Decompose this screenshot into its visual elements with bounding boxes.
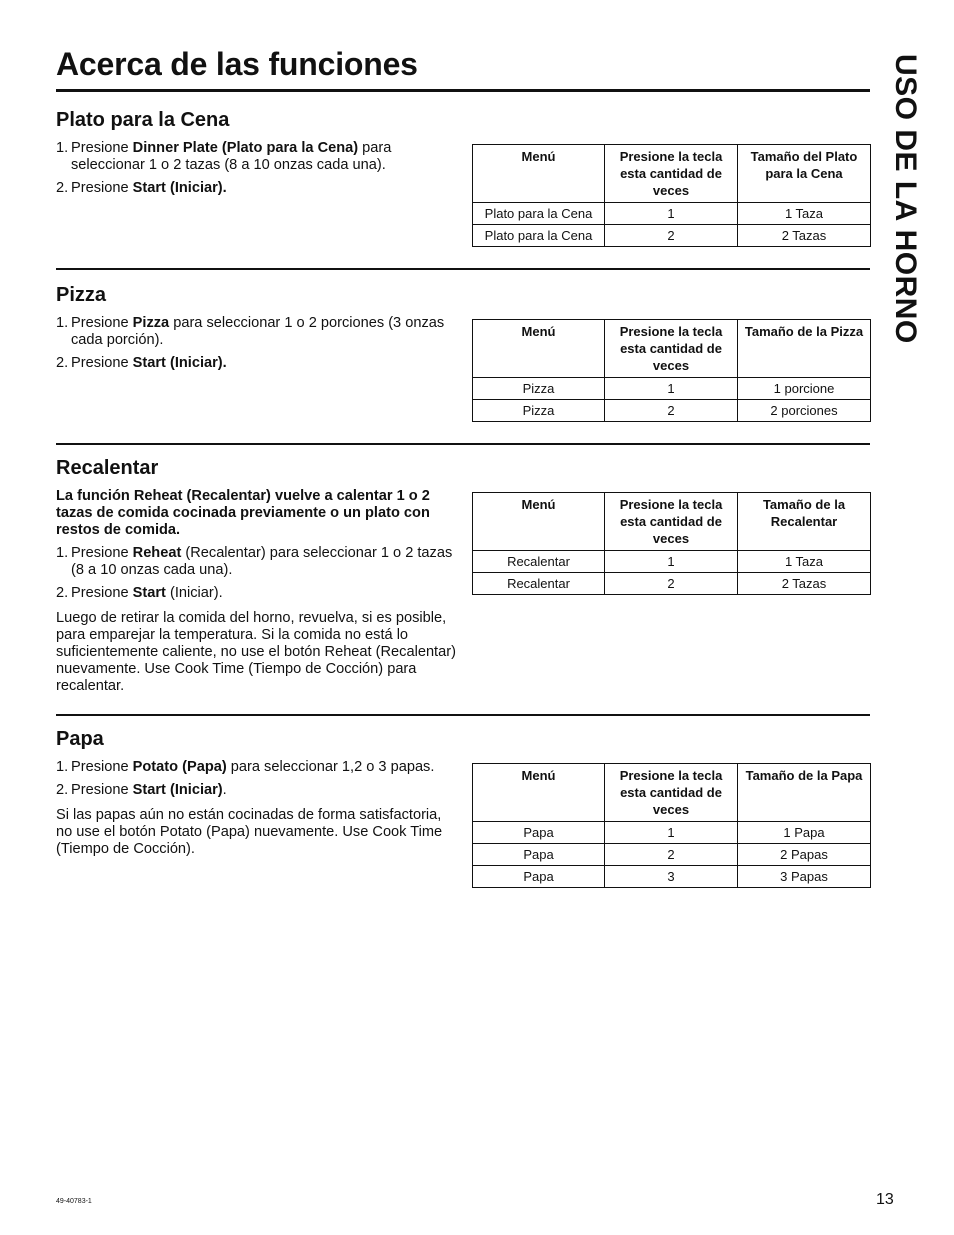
steps-list — [56, 315, 456, 372]
instructions — [56, 140, 456, 203]
table-header-row — [473, 145, 871, 203]
document-code: 49-40783-1 — [56, 1198, 92, 1205]
table-row: Pizza 2 2 porciones — [473, 400, 871, 422]
section-heading: Pizza — [56, 284, 107, 306]
table-row: Plato para la Cena 1 1 Taza — [473, 203, 871, 225]
settings-table — [472, 144, 871, 247]
column-header-menu: Menú — [473, 493, 605, 551]
instructions — [56, 315, 456, 378]
section-plato — [56, 108, 870, 243]
column-header-menu: Menú — [473, 320, 605, 378]
section-heading: Plato para la Cena — [56, 109, 230, 131]
step-item: 2. Presione Start (Iniciar). — [56, 585, 223, 601]
table-header-row — [473, 493, 871, 551]
settings-table — [472, 319, 871, 422]
table-row: Plato para la Cena 2 2 Tazas — [473, 225, 871, 247]
column-header-size: Tamaño de la Recalentar — [738, 493, 871, 551]
instructions — [56, 759, 456, 864]
note-text: Si las papas aún no están cocinadas de forma satisfactoria, no use el botón Potato (Papa) nuevamente. Use Cook Time (Tiempo de Cocción). — [56, 807, 443, 857]
settings-table — [472, 492, 871, 595]
table-row: Recalentar 2 2 Tazas — [473, 573, 871, 595]
column-header-menu: Menú — [473, 145, 605, 203]
table-header-row — [473, 320, 871, 378]
steps-list — [56, 140, 456, 197]
section-divider — [56, 714, 870, 716]
page-title: Acerca de las funciones — [56, 46, 418, 82]
side-tab-label: USO DE LA HORNO — [889, 54, 922, 344]
column-header-presses: Presione la tecla esta cantidad de veces — [605, 145, 738, 203]
section-pizza — [56, 283, 870, 418]
note-text: Luego de retirar la comida del horno, revuelva, si es posible, para emparejar la temperatura. Si la comida no está lo suficientemente caliente, no use el botón Reheat (Recalentar) nuevamente. Use Cook Time (Tiempo de Cocción) para recalentar. — [56, 610, 456, 694]
step-item: 1. Presione Pizza para seleccionar 1 o 2 porciones (3 onzas cada porción). — [56, 315, 445, 348]
section-recalentar — [56, 456, 870, 694]
step-item: 1. Presione Dinner Plate (Plato para la Cena) para seleccionar 1 o 2 tazas (8 a 10 onzas cada una). — [56, 140, 392, 173]
column-header-size: Tamaño de la Papa — [738, 764, 871, 822]
page-number: 13 — [876, 1191, 894, 1208]
table-header-row — [473, 764, 871, 822]
steps-list — [56, 545, 456, 602]
section-divider — [56, 268, 870, 270]
column-header-presses: Presione la tecla esta cantidad de veces — [605, 493, 738, 551]
column-header-presses: Presione la tecla esta cantidad de veces — [605, 320, 738, 378]
section-divider — [56, 443, 870, 445]
step-item: 2. Presione Start (Iniciar). — [56, 782, 227, 798]
instructions — [56, 488, 456, 701]
step-item: 2. Presione Start (Iniciar). — [56, 180, 227, 196]
step-item: 2. Presione Start (Iniciar). — [56, 355, 227, 371]
step-item: 1. Presione Potato (Papa) para seleccionar 1,2 o 3 papas. — [56, 759, 435, 775]
title-divider — [56, 89, 870, 92]
table-row: Papa 3 3 Papas — [473, 866, 871, 888]
column-header-menu: Menú — [473, 764, 605, 822]
steps-list — [56, 759, 456, 799]
section-heading: Recalentar — [56, 457, 159, 479]
section-papa — [56, 727, 870, 884]
column-header-size: Tamaño de la Pizza — [738, 320, 871, 378]
intro-text: La función Reheat (Recalentar) vuelve a calentar 1 o 2 tazas de comida cocinada previamente o un plato con restos de comida. — [56, 488, 430, 538]
step-item: 1. Presione Reheat (Recalentar) para seleccionar 1 o 2 tazas (8 a 10 onzas cada una). — [56, 545, 453, 578]
column-header-size: Tamaño del Plato para la Cena — [738, 145, 871, 203]
table-row: Papa 1 1 Papa — [473, 822, 871, 844]
column-header-presses: Presione la tecla esta cantidad de veces — [605, 764, 738, 822]
table-row: Recalentar 1 1 Taza — [473, 551, 871, 573]
table-row: Papa 2 2 Papas — [473, 844, 871, 866]
settings-table — [472, 763, 871, 888]
table-row: Pizza 1 1 porcione — [473, 378, 871, 400]
section-heading: Papa — [56, 728, 104, 750]
